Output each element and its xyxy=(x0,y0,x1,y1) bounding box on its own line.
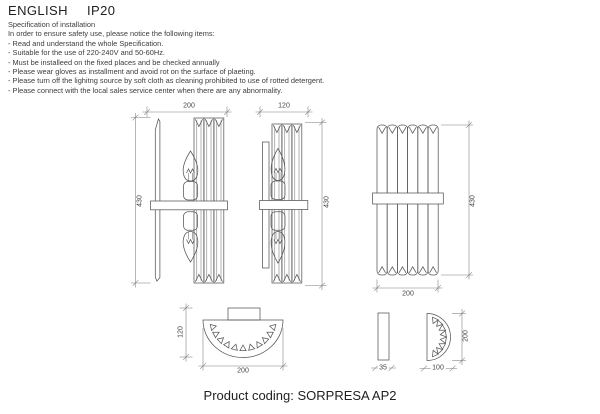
dim-side-a-width: 200 xyxy=(183,102,195,110)
spec-title: Specification of installation xyxy=(8,20,96,29)
dim-backplate-width: 35 xyxy=(379,364,387,372)
top-view-drawing xyxy=(177,304,288,371)
header-language: ENGLISH xyxy=(8,3,68,18)
header-ip-rating: IP20 xyxy=(87,3,116,18)
dim-top-depth: 120 xyxy=(177,326,185,338)
dim-profile-width: 100 xyxy=(432,364,444,372)
dim-side-b-height: 430 xyxy=(323,196,331,208)
spec-intro: In order to ensure safety use, please notice the following items: xyxy=(8,29,215,39)
dim-side-b-width: 120 xyxy=(278,102,290,110)
backplate-drawing xyxy=(371,313,396,371)
front-view-drawing xyxy=(373,121,474,293)
dim-front-width: 200 xyxy=(402,290,414,298)
spec-item: - Read and understand the whole Specification. xyxy=(8,38,164,48)
spec-item: - Suitable for the use of 220-240V and 50-60Hz. xyxy=(8,48,165,58)
dim-top-width: 200 xyxy=(237,367,249,375)
spec-item: - Please connect with the local sales service center when there are any abnormality. xyxy=(8,85,283,95)
product-coding-text: Product coding: SORPRESA AP2 xyxy=(203,388,397,403)
side-view-a-drawing xyxy=(131,107,232,288)
side-view-b-drawing xyxy=(256,107,327,291)
dim-front-height: 430 xyxy=(469,195,477,207)
dim-profile-height: 200 xyxy=(462,330,470,342)
profile-view-drawing xyxy=(420,309,467,371)
spec-item: - Must be installeed on the fixed places and be checked annually xyxy=(8,57,220,67)
spec-item: - Please wear gloves as installment and avoid rot on the surface of plaeting. xyxy=(8,67,256,77)
spec-item: - Please turn off the lighitng source by soft cloth as cleaning prohibited to use of rotted detergent. xyxy=(8,76,325,86)
dim-side-a-height: 430 xyxy=(136,195,144,207)
